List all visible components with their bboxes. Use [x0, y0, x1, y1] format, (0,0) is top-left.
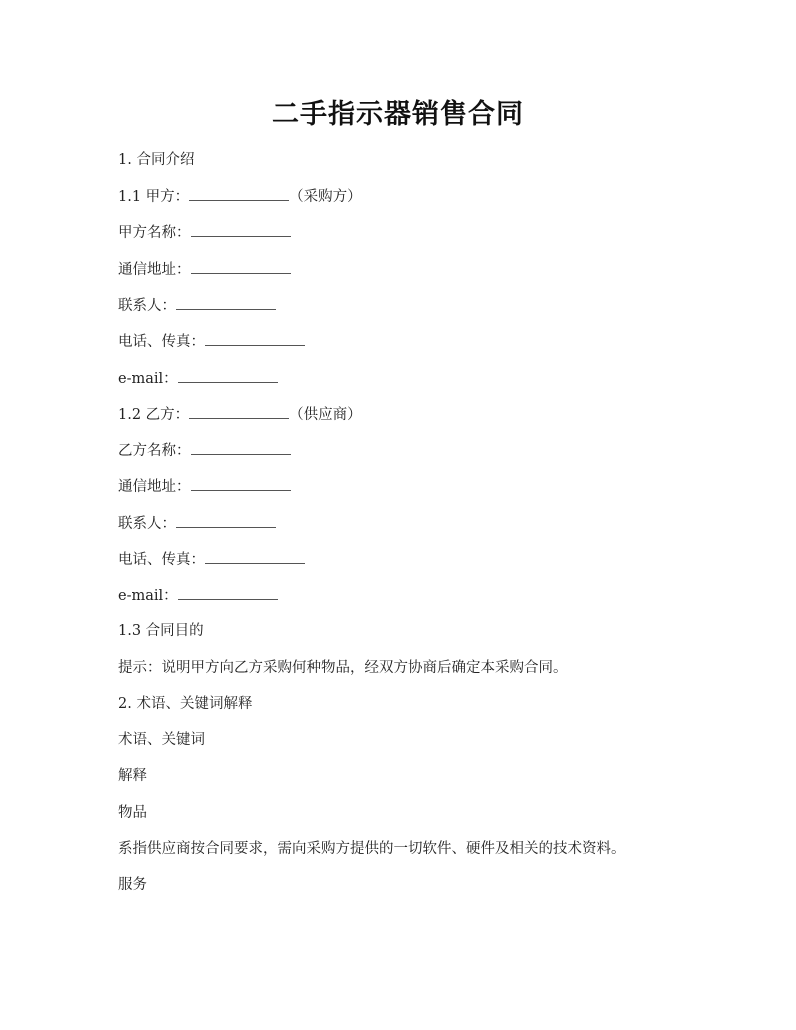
explanation-column-header: 解释 — [118, 768, 147, 784]
party-a-address-label: 通信地址： — [118, 262, 191, 278]
document-title: 二手指示器销售合同 — [272, 99, 524, 130]
party-a-email-line — [118, 368, 278, 389]
party-b-role: （供应商） — [289, 407, 362, 423]
party-b-address-blank — [191, 476, 291, 491]
party-b-contact-line — [118, 513, 276, 534]
party-b-phone-blank — [205, 549, 305, 564]
party-b-label: 1.2 乙方： — [118, 407, 190, 423]
purpose-hint: 提示：说明甲方向乙方采购何种物品，经双方协商后确定本采购合同。 — [118, 660, 568, 676]
party-b-phone-label: 电话、传真： — [118, 552, 205, 568]
party-b-email-line — [118, 585, 278, 606]
term-goods-definition: 系指供应商按合同要求，需向采购方提供的一切软件、硬件及相关的技术资料。 — [118, 841, 626, 857]
party-a-name-line — [118, 222, 291, 243]
party-a-phone-line — [118, 331, 305, 352]
party-a-address-blank — [191, 259, 291, 274]
party-a-address-line — [118, 259, 291, 280]
party-b-address-label: 通信地址： — [118, 479, 191, 495]
party-a-line — [118, 186, 362, 207]
party-a-email-blank — [178, 368, 278, 383]
section-2-heading: 2. 术语、关键词解释 — [118, 696, 253, 712]
section-1-heading: 1. 合同介绍 — [118, 152, 195, 168]
party-b-blank — [189, 404, 289, 419]
party-b-name-label: 乙方名称： — [118, 443, 191, 459]
party-a-name-label: 甲方名称： — [118, 225, 191, 241]
party-a-phone-label: 电话、传真： — [118, 334, 205, 350]
section-1-3-heading: 1.3 合同目的 — [118, 623, 204, 639]
party-a-phone-blank — [205, 331, 305, 346]
party-a-blank — [189, 186, 289, 201]
term-service: 服务 — [118, 877, 147, 893]
party-b-name-blank — [191, 440, 291, 455]
party-b-phone-line — [118, 549, 305, 570]
party-b-line — [118, 404, 362, 425]
party-b-address-line — [118, 476, 291, 497]
party-a-email-label: e-mail： — [118, 371, 178, 387]
party-a-contact-label: 联系人： — [118, 298, 176, 314]
party-a-role: （采购方） — [289, 189, 362, 205]
party-a-contact-blank — [176, 295, 276, 310]
party-b-email-label: e-mail： — [118, 588, 178, 604]
terms-column-header: 术语、关键词 — [118, 732, 205, 748]
party-a-label: 1.1 甲方： — [118, 189, 190, 205]
party-b-contact-label: 联系人： — [118, 516, 176, 532]
party-a-name-blank — [191, 222, 291, 237]
term-goods: 物品 — [118, 805, 147, 821]
party-b-name-line — [118, 440, 291, 461]
party-b-email-blank — [178, 585, 278, 600]
party-a-contact-line — [118, 295, 276, 316]
party-b-contact-blank — [176, 513, 276, 528]
